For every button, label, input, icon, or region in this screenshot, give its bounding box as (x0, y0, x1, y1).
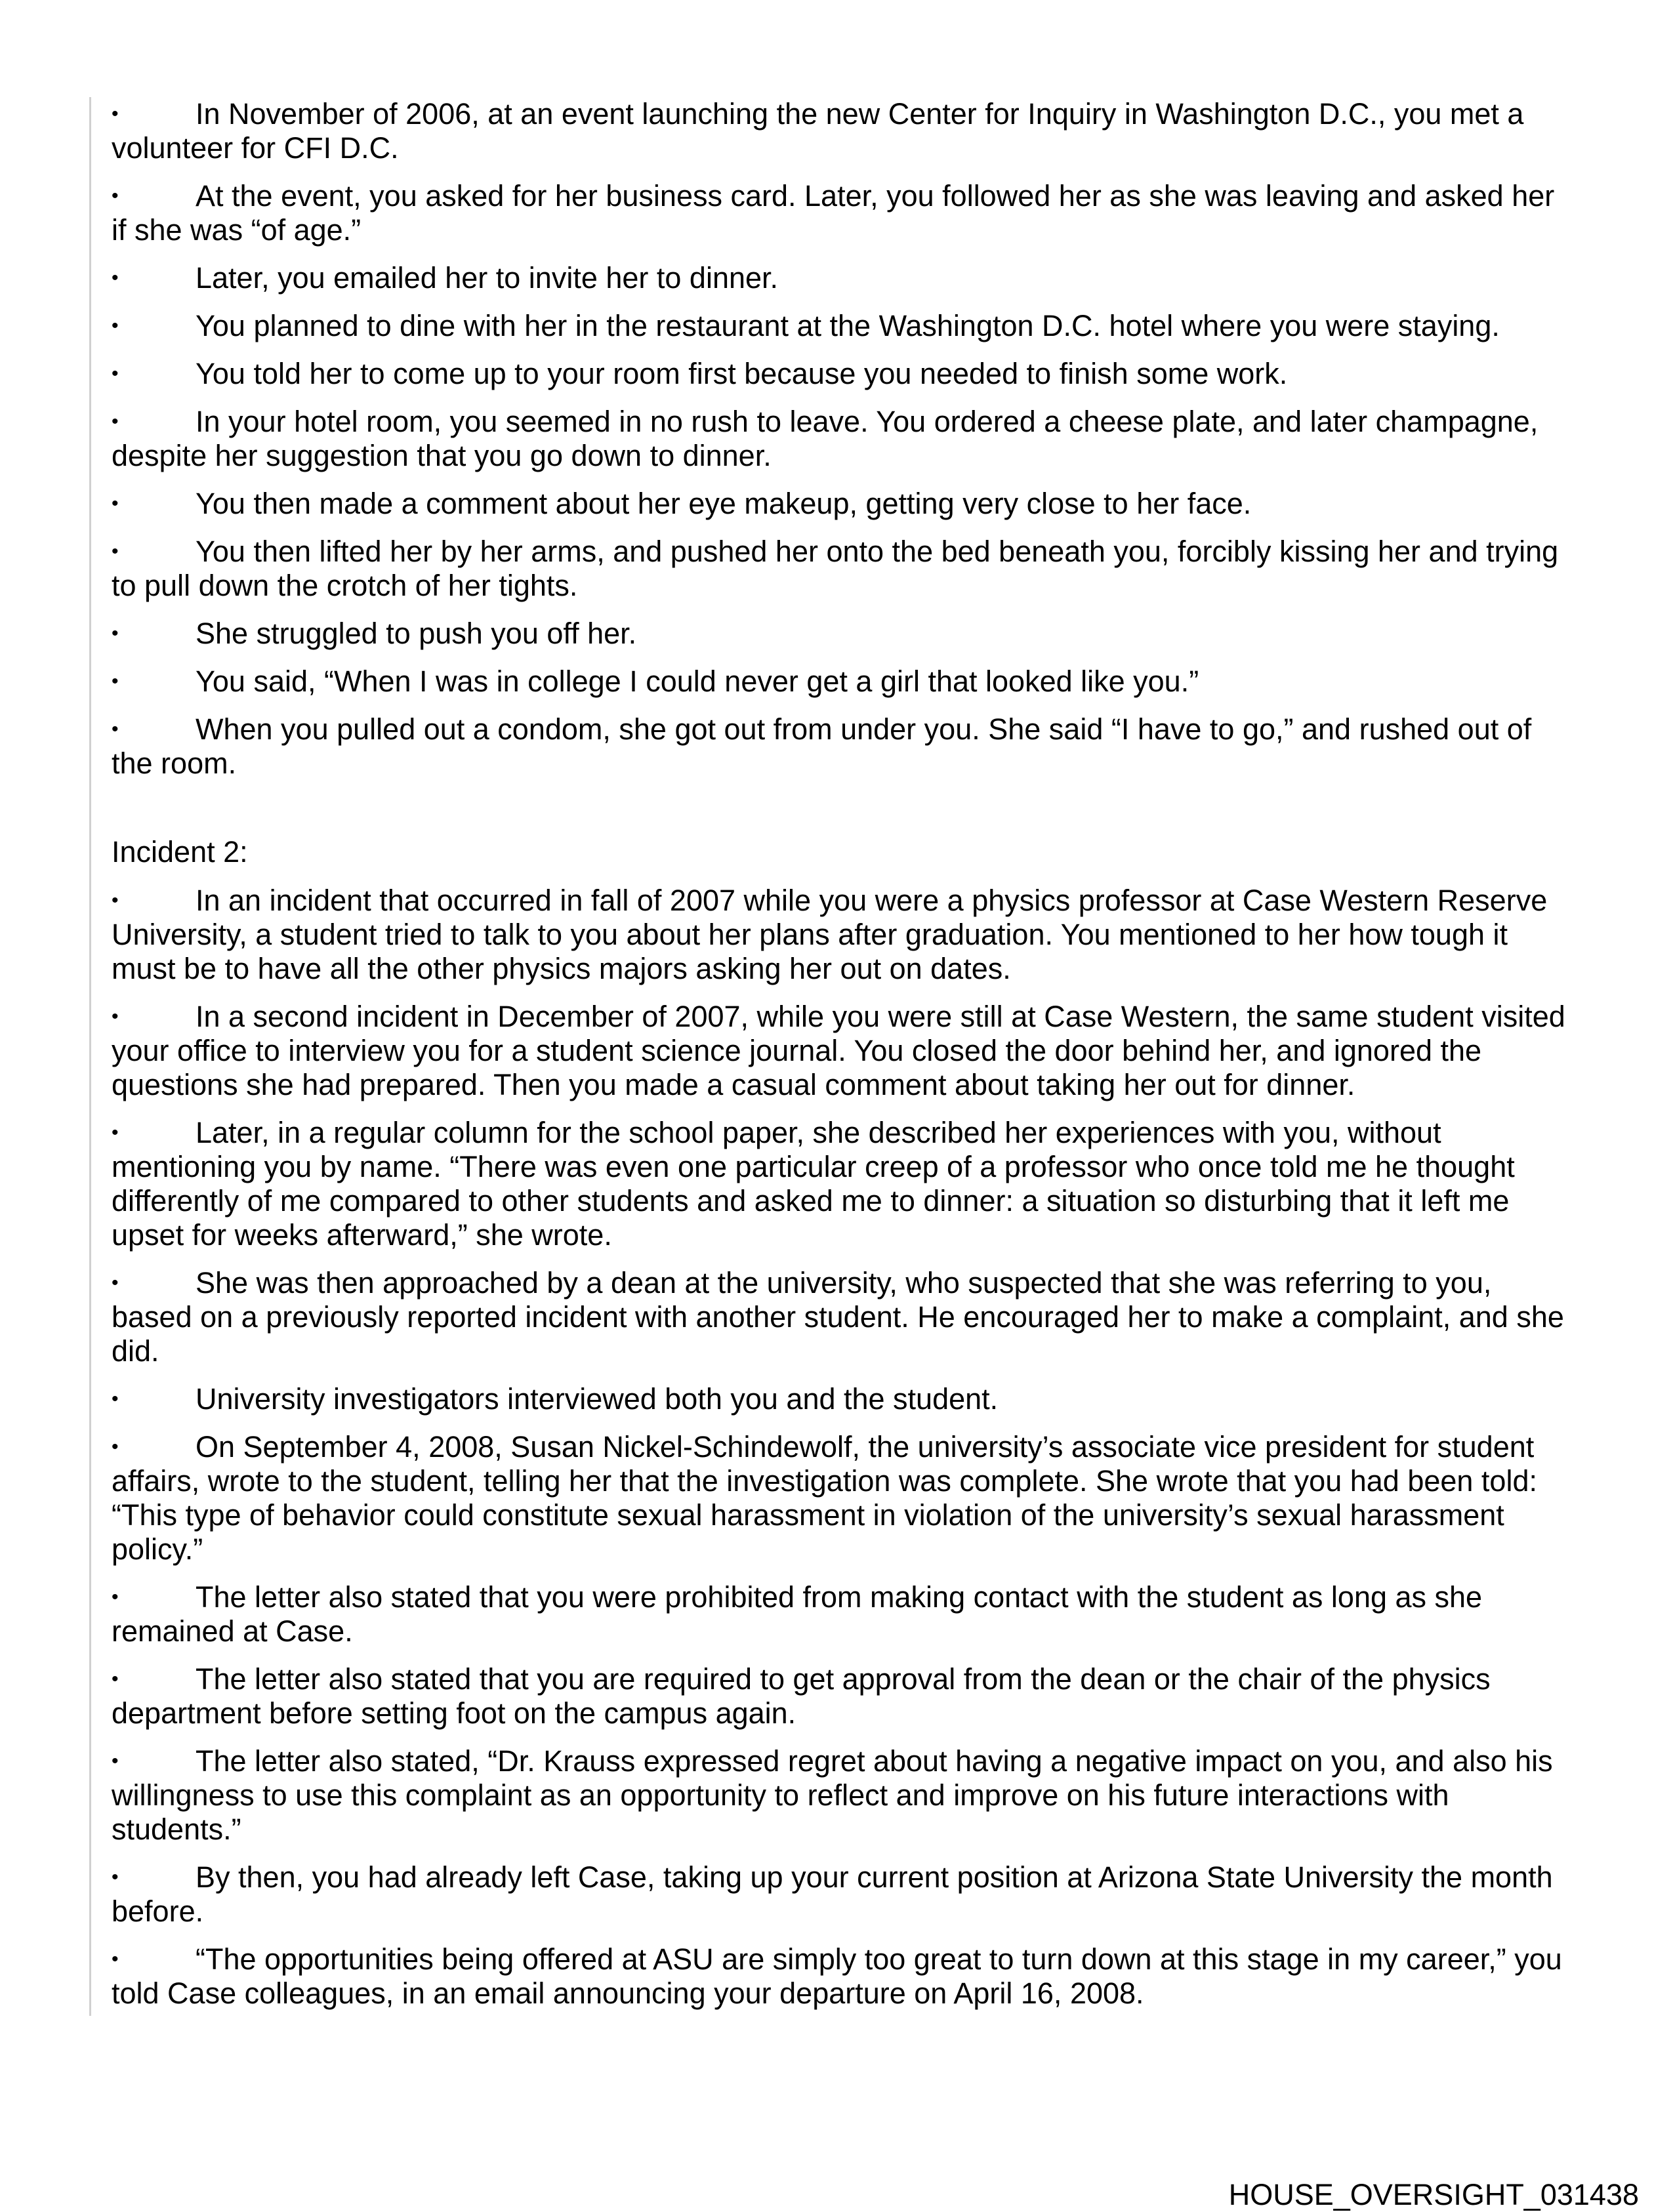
list-item: • You then lifted her by her arms, and pushed her onto the bed beneath you, forcibly kissing her and trying to pull down the crotch of her tights. (112, 535, 1559, 602)
list-item: • Later, in a regular column for the school paper, she described her experiences with you, without mentioning you by name. “There was even one particular creep of a professor who once told me he thought differently of me compared to other students and asked me to dinner: a situation so disturbing that it left me upset for weeks afterward,” she wrote. (112, 1116, 1515, 1252)
bullet-icon: • (112, 185, 119, 207)
list-item: • In a second incident in December of 2007, while you were still at Case Western, the same student visited your office to interview you for a student science journal. You closed the door behind her, and ignored the questions she had prepared. Then you made a casual comment about taking her out for dinner. (112, 1000, 1565, 1101)
bullet-icon: • (112, 623, 119, 644)
bullet-icon: • (112, 267, 119, 289)
incident-1-list (112, 97, 1575, 781)
bullet-icon: • (112, 1750, 119, 1772)
bullet-icon: • (112, 1586, 119, 1608)
list-item: • You told her to come up to your room first because you needed to finish some work. (112, 357, 1288, 390)
list-item: • The letter also stated that you were prohibited from making contact with the student as long as she remained at Case. (112, 1580, 1483, 1648)
bates-number: HOUSE_OVERSIGHT_031438 (1228, 2178, 1639, 2211)
list-item: • The letter also stated that you are required to get approval from the dean or the chair of the physics department before setting foot on the campus again. (112, 1662, 1491, 1730)
left-margin-rule (89, 97, 91, 2016)
bullet-icon: • (112, 670, 119, 692)
bullet-icon: • (112, 1948, 119, 1970)
bullet-icon: • (112, 890, 119, 911)
document-body (112, 97, 1575, 2024)
bullet-icon: • (112, 541, 119, 562)
list-item: • When you pulled out a condom, she got out from under you. She said “I have to go,” and rushed out of the room. (112, 712, 1532, 780)
list-item: • The letter also stated, “Dr. Krauss expressed regret about having a negative impact on you, and also his willingness to use this complaint as an opportunity to reflect and improve on his future interactions with students.” (112, 1744, 1553, 1846)
list-item: • In your hotel room, you seemed in no rush to leave. You ordered a cheese plate, and later champagne, despite her suggestion that you go down to dinner. (112, 405, 1539, 472)
bullet-icon: • (112, 1006, 119, 1027)
incident-2-heading: Incident 2: (112, 835, 248, 869)
list-item: • At the event, you asked for her business card. Later, you followed her as she was leaving and asked her if she was “of age.” (112, 179, 1555, 247)
incident-2-list (112, 884, 1575, 2011)
bullet-icon: • (112, 1122, 119, 1143)
bullet-icon: • (112, 363, 119, 384)
bullet-icon: • (112, 411, 119, 432)
bullet-icon: • (112, 1388, 119, 1410)
list-item: • In November of 2006, at an event launching the new Center for Inquiry in Washington D.C., you met a volunteer for CFI D.C. (112, 97, 1524, 165)
list-item: • “The opportunities being offered at ASU are simply too great to turn down at this stage in my career,” you told Case colleagues, in an email announcing your departure on April 16, 2008. (112, 1942, 1562, 2010)
list-item: • By then, you had already left Case, taking up your current position at Arizona State University the month before. (112, 1860, 1553, 1928)
list-item: • You planned to dine with her in the restaurant at the Washington D.C. hotel where you were staying. (112, 309, 1500, 342)
list-item: • You said, “When I was in college I could never get a girl that looked like you.” (112, 665, 1199, 698)
bullet-icon: • (112, 1436, 119, 1458)
bullet-icon: • (112, 1866, 119, 1888)
list-item: • Later, you emailed her to invite her to dinner. (112, 261, 779, 295)
bullet-icon: • (112, 1272, 119, 1294)
bullet-icon: • (112, 1668, 119, 1690)
bullet-icon: • (112, 103, 119, 125)
list-item: • You then made a comment about her eye makeup, getting very close to her face. (112, 487, 1252, 520)
list-item: • University investigators interviewed both you and the student. (112, 1382, 999, 1416)
bullet-icon: • (112, 493, 119, 514)
list-item: • She struggled to push you off her. (112, 617, 637, 650)
list-item: • In an incident that occurred in fall of 2007 while you were a physics professor at Case Western Reserve University, a student tried to talk to you about her plans after graduation. You mentioned to her how tough it must be to have all the other physics majors asking her out on dates. (112, 884, 1548, 985)
list-item: • She was then approached by a dean at the university, who suspected that she was referring to you, based on a previously reported incident with another student. He encouraged her to make a complaint, and she did. (112, 1266, 1564, 1368)
list-item: • On September 4, 2008, Susan Nickel-Schindewolf, the university’s associate vice president for student affairs, wrote to the student, telling her that the investigation was complete. She wrote that you had been told: “This type of behavior could constitute sexual harassment in violation of the university’s sexual harassment policy.” (112, 1430, 1537, 1566)
bullet-icon: • (112, 315, 119, 337)
bullet-icon: • (112, 718, 119, 740)
